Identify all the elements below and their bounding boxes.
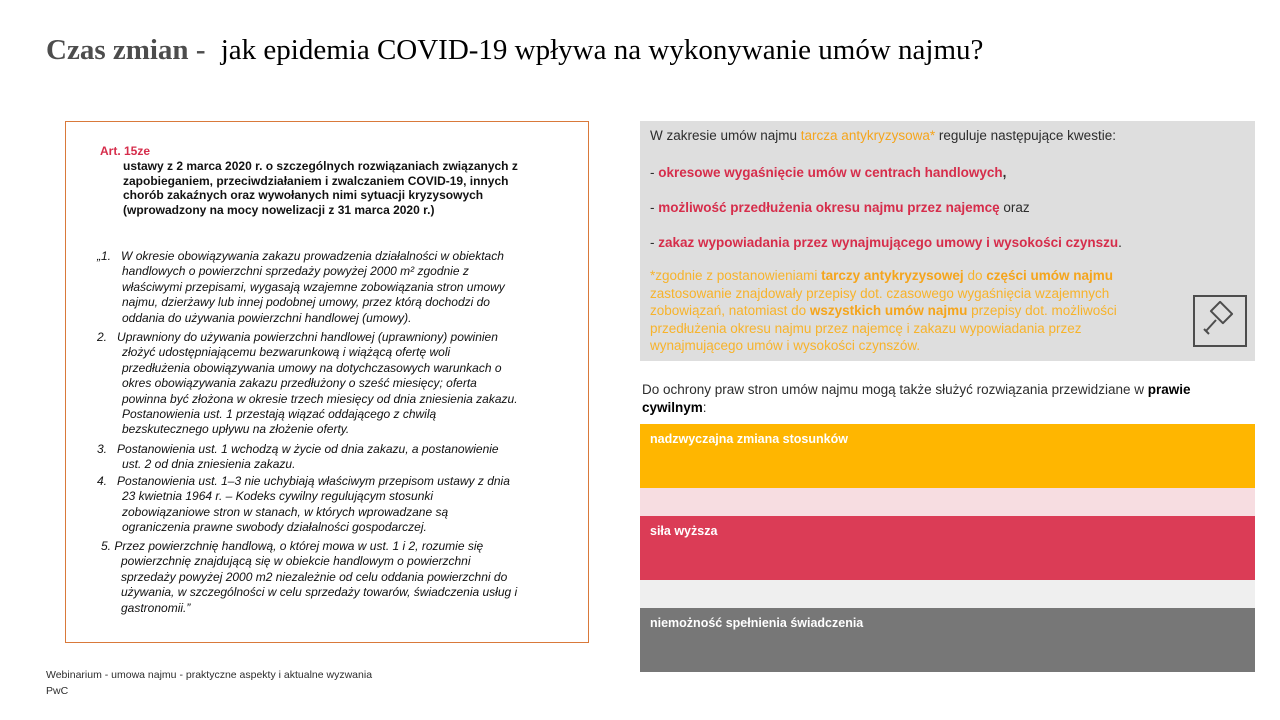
footnote-bold: części umów najmu (986, 268, 1114, 283)
law-paragraph-line (97, 442, 557, 457)
remedy-bar-extraordinary-change (640, 424, 1255, 488)
paragraph-number: 4. (97, 474, 108, 488)
remedy-label: nadzwyczajna zmiana stosunków (650, 432, 848, 446)
page-title (46, 34, 983, 67)
law-paragraph-3 (97, 442, 557, 473)
article-number: Art. 15ze (100, 144, 151, 158)
civil-law-text: : (702, 400, 707, 415)
shield-footnote (650, 267, 1170, 355)
law-paragraph-line: używania, w szczególności w celu sprzedaży towarów, świadczenia usług i (121, 585, 518, 600)
info-item-tail: oraz (999, 200, 1030, 215)
info-item-dash: - (650, 200, 659, 215)
law-paragraph-line: 23 kwietnia 1964 r. – Kodeks cywilny regulującym stosunki (122, 489, 434, 504)
law-paragraph-line: złożyć udostępniającemu bezwarunkową i wiążącą ofertę woli (122, 345, 451, 360)
info-intro-highlight: tarcza antykryzysowa* (800, 128, 936, 143)
law-paragraph-1 (97, 249, 557, 326)
law-paragraph-line (97, 474, 557, 489)
act-title-line: zapobieganiem, przeciwdziałaniem i zwalczaniem COVID-19, innych (123, 173, 509, 188)
law-paragraph-line: najmu, dzierżawy lub innej podobnej umowy, przez którą dochodzi do (122, 295, 490, 310)
law-paragraph-line (101, 539, 561, 554)
gavel-icon (1193, 295, 1247, 347)
footnote-bold: wszystkich umów najmu (809, 303, 968, 318)
remedy-bar-impossibility (640, 608, 1255, 672)
law-paragraph-line: handlowych o powierzchni sprzedaży powyżej 2000 m² zgodnie z (122, 264, 469, 279)
footer-brand: PwC (46, 685, 69, 697)
law-paragraph-line: okres obowiązywania zakazu przedłużony o sześć miesięcy; oferta (122, 376, 477, 391)
footnote-text: zastosowanie znajdowały przepisy dot. czasowego wygaśnięcia wzajemnych zobowiązań, natomiast do (650, 285, 1110, 318)
footer-webinar-title: Webinarium - umowa najmu - praktyczne aspekty i aktualne wyzwania (46, 669, 373, 681)
law-paragraph-line: ograniczenia prawne swobody działalności gospodarczej. (122, 520, 427, 535)
law-paragraph-line: sprzedaży powyżej 2000 m2 niezależnie od celu oddania powierzchni do (121, 569, 508, 584)
info-intro-text: W zakresie umów najmu (650, 128, 801, 143)
paragraph-number: 5. (101, 539, 112, 553)
remedy-label: niemożność spełnienia świadczenia (650, 616, 864, 630)
divider-band (640, 488, 1255, 516)
info-item (650, 200, 1030, 215)
info-item (650, 235, 1122, 250)
info-item (650, 165, 1006, 180)
law-paragraph-text: Postanowienia ust. 1 wchodzą w życie od dnia zakazu, a postanowienie (117, 442, 499, 456)
law-excerpt-box (65, 121, 589, 643)
info-item-text: okresowe wygaśnięcie umów w centrach handlowych (658, 165, 1003, 180)
info-item-dash: - (650, 235, 659, 250)
info-item-text: zakaz wypowiadania przez wynajmującego umowy i wysokości czynszu (658, 235, 1119, 250)
footnote-text: *zgodnie z postanowieniami (650, 268, 822, 283)
law-paragraph-2 (97, 330, 557, 438)
page-title-bold: Czas zmian - (46, 34, 206, 66)
paragraph-number: 2. (97, 330, 108, 344)
gavel-icon-graphic (1195, 297, 1245, 345)
law-paragraph-line: właściwymi przepisami, wygasają wzajemne zobowiązania stron umowy (122, 279, 505, 294)
remedy-label: siła wyższa (650, 524, 718, 538)
law-paragraph-line (97, 249, 557, 264)
civil-law-note (642, 381, 1242, 417)
law-paragraph-line: powinna być złożona w okresie trzech miesięcy od dnia zniesienia zakazu. (122, 391, 518, 406)
law-paragraph-line (97, 330, 557, 345)
info-item-text: możliwość przedłużenia okresu najmu przez najemcę (658, 200, 1000, 215)
civil-law-bold: prawie (1147, 382, 1191, 397)
act-title-line: (wprowadzony na mocy nowelizacji z 31 marca 2020 r.) (123, 202, 435, 217)
law-paragraph-text: W okresie obowiązywania zakazu prowadzenia działalności w obiektach (121, 249, 504, 263)
info-item-tail: , (1002, 165, 1007, 180)
act-title-line: chorób zakaźnych oraz wywołanych nimi sytuacji kryzysowych (123, 188, 484, 202)
paragraph-number: „1. (97, 249, 112, 263)
footnote-text: przepisy dot. możliwości przedłużenia okresu najmu przez najemcę i zakazu wypowiadania przez wynajmującego umów i wysokości czynszów. (650, 303, 1117, 353)
law-paragraph-line: Postanowienia ust. 1 przestają wiązać oddającego z chwilą (122, 407, 437, 422)
civil-law-bold: cywilnym (642, 400, 703, 415)
divider-band (640, 580, 1255, 608)
info-item-dash: - (650, 165, 659, 180)
act-title-line: ustawy z 2 marca 2020 r. o szczególnych rozwiązaniach związanych z (123, 159, 518, 173)
law-paragraph-5 (101, 539, 561, 616)
info-intro-text: reguluje następujące kwestie: (935, 128, 1116, 143)
law-paragraph-text: Postanowienia ust. 1–3 nie uchybiają właściwym przepisom ustawy z dnia (117, 474, 510, 488)
law-paragraph-text: Przez powierzchnię handlową, o której mowa w ust. 1 i 2, rozumie się (114, 539, 484, 553)
info-intro (650, 128, 1116, 143)
law-paragraph-line: przedłużenia obowiązywania umowy na dotychczasowych warunkach o (122, 360, 502, 375)
civil-law-text: Do ochrony praw stron umów najmu mogą także służyć rozwiązania przewidziane w (642, 382, 1148, 397)
page-title-rest: jak epidemia COVID-19 wpływa na wykonywanie umów najmu? (220, 34, 984, 66)
law-paragraph-line: zobowiązaniowe stron w stanach, w których wprowadzane są (122, 504, 449, 519)
law-paragraph-line: powierzchnię znajdującą się w obiekcie handlowym o powierzchni (121, 554, 471, 569)
law-paragraph-line: oddania do używania powierzchni handlowej (umowy). (122, 310, 412, 325)
footnote-bold: tarczy antykryzysowej (821, 268, 964, 283)
law-paragraph-text: Uprawniony do używania powierzchni handlowej (uprawniony) powinien (117, 330, 498, 344)
law-paragraph-line: bezskutecznego upływu na złożenie oferty. (122, 422, 350, 437)
law-paragraph-line: gastronomii.” (121, 600, 191, 615)
law-paragraph-4 (97, 474, 557, 536)
act-title (123, 159, 573, 217)
law-paragraph-line: ust. 2 od dnia zniesienia zakazu. (122, 457, 296, 472)
remedy-bar-force-majeure (640, 516, 1255, 580)
footnote-text: do (963, 268, 987, 283)
paragraph-number: 3. (97, 442, 108, 456)
info-item-tail: . (1118, 235, 1122, 250)
anti-crisis-shield-box (640, 121, 1255, 361)
